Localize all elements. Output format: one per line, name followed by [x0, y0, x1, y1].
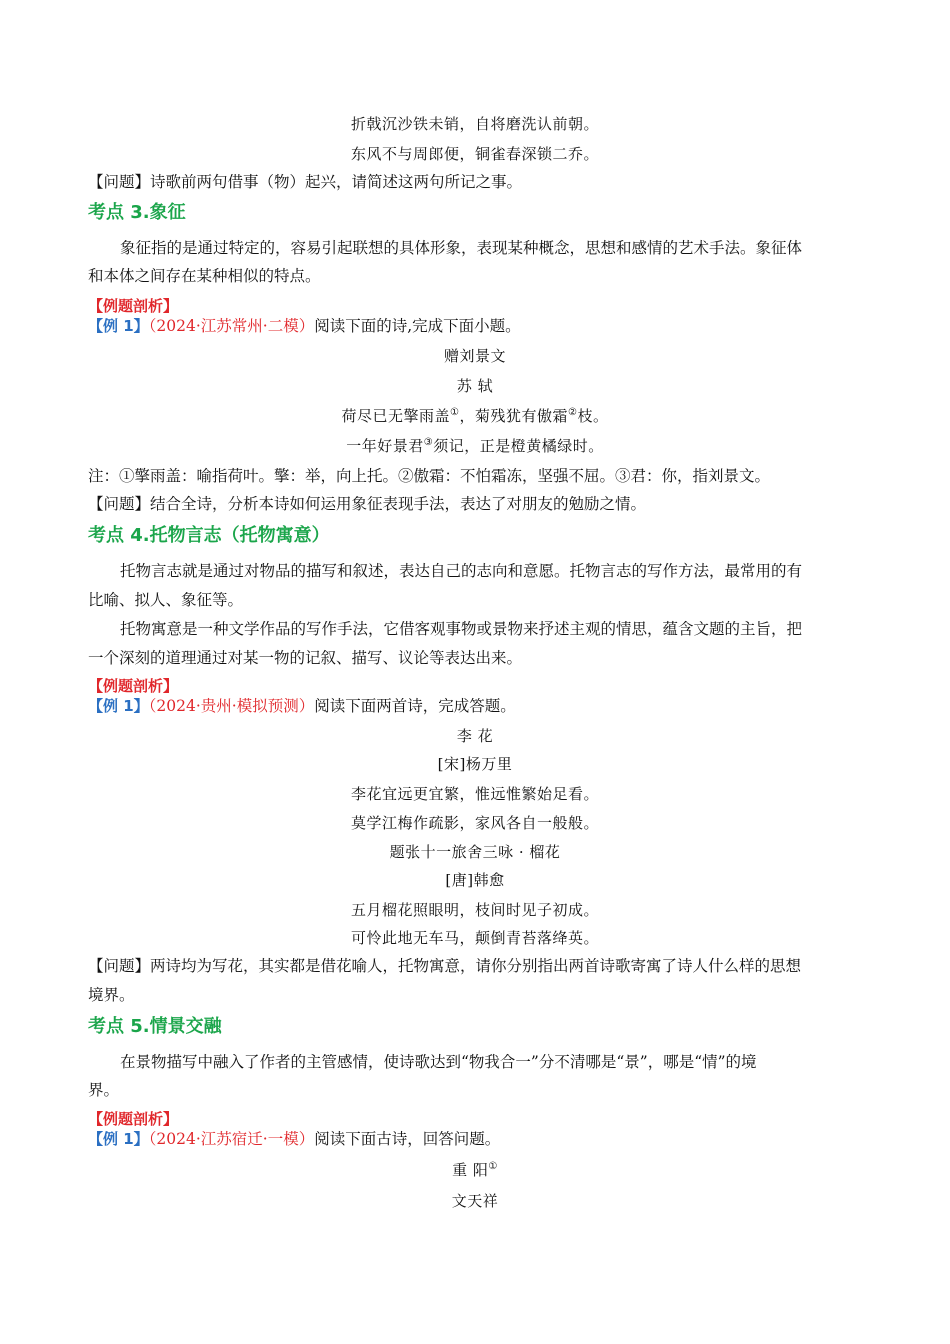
poem-line: [0, 406, 950, 426]
paragraph-line: 象征指的是通过特定的，容易引起联想的具体形象，表现某种概念，思想和感情的艺术手法。象征体: [120, 239, 803, 257]
poem-title-text: 重 阳: [452, 1161, 489, 1179]
poem-text: 荷尽已无擎雨盖: [341, 407, 451, 425]
poem-line: 可怜此地无车马，颠倒青苔落绛英。: [350, 929, 599, 947]
example-line: [88, 316, 521, 336]
poem-line: 东风不与周郎便，铜雀春深锁二乔。: [350, 145, 599, 163]
example-instruction: 阅读下面的诗,完成下面小题。: [314, 317, 521, 335]
poem-author: 文天祥: [451, 1192, 499, 1210]
example-source: （2024·江苏宿迁·一模）: [148, 1130, 315, 1148]
footnote-marker: ②: [568, 407, 578, 418]
footnote-marker: ③: [423, 437, 434, 448]
paragraph-line: 界。: [88, 1081, 120, 1099]
poem-line: 李花宜远更宜繁，惟远惟繁始足看。: [350, 785, 599, 803]
example-number: 【例 1】: [88, 697, 149, 715]
poem-line: 莫学江梅作疏影，家风各自一般般。: [350, 814, 599, 832]
poem-title: 李 花: [456, 727, 494, 745]
poem-text: 须记，正是橙黄橘绿时。: [433, 437, 604, 455]
example-instruction: 阅读下面古诗，回答问题。: [314, 1130, 501, 1148]
question-text: 结合全诗，分析本诗如何运用象征表现手法，表达了对朋友的勉励之情。: [150, 495, 647, 513]
question-line: [88, 956, 801, 976]
poem-text: 枝。: [577, 407, 609, 425]
example-source: （2024·江苏常州·二模）: [148, 317, 315, 335]
question-line: [88, 494, 646, 514]
paragraph-line: 托物寓意是一种文学作品的写作手法，它借客观事物或景物来抒述主观的情思，蕴含文题的主旨，把: [120, 620, 803, 638]
example-analysis-label: 【例题剖析】: [88, 1110, 179, 1128]
example-line: [88, 1129, 500, 1149]
question-line: [88, 172, 522, 192]
example-line: [88, 696, 516, 716]
poem-line: [0, 436, 950, 456]
poem-title: 题张十一旅舍三咏 · 榴花: [389, 843, 561, 861]
paragraph-line: 比喻、拟人、象征等。: [88, 591, 244, 609]
example-source: （2024·贵州·模拟预测）: [148, 697, 315, 715]
footnote-marker: ①: [450, 407, 460, 418]
question-label: 【问题】: [88, 957, 151, 975]
question-label: 【问题】: [88, 173, 151, 191]
section-heading: 考点 4.托物言志（托物寓意）: [88, 525, 330, 546]
footnote: 注：①擎雨盖：喻指荷叶。擎：举，向上托。②傲霜：不怕霜冻，坚强不屈。③君：你，指刘景文。: [88, 467, 771, 485]
poem-text: 一年好景君: [346, 437, 424, 455]
example-analysis-label: 【例题剖析】: [88, 297, 179, 315]
example-instruction: 阅读下面两首诗，完成答题。: [314, 697, 516, 715]
paragraph-line: 一个深刻的道理通过对某一物的记叙、描写、议论等表达出来。: [88, 649, 523, 667]
poem-line: 折戟沉沙铁未销，自将磨洗认前朝。: [350, 115, 599, 133]
question-label: 【问题】: [88, 495, 151, 513]
paragraph-line: 和本体之间存在某种相似的特点。: [88, 267, 321, 285]
poem-title: 赠刘景文: [443, 347, 506, 365]
question-text: 两诗均为写花，其实都是借花喻人，托物寓意，请你分别指出两首诗歌寄寓了诗人什么样的思想: [150, 957, 802, 975]
question-line: 境界。: [88, 986, 135, 1004]
question-text: 诗歌前两句借事（物）起兴，请简述这两句所记之事。: [150, 173, 523, 191]
section-heading: 考点 3.象征: [88, 202, 186, 223]
poem-title: [0, 1160, 950, 1180]
footnote-marker: ①: [488, 1161, 498, 1172]
poem-text: ，菊残犹有傲霜: [459, 407, 568, 425]
paragraph-line: 托物言志就是通过对物品的描写和叙述，表达自己的志向和意愿。托物言志的写作方法，最常用的有: [120, 562, 803, 580]
poem-author: [宋]杨万里: [437, 755, 513, 773]
poem-author: 苏 轼: [456, 377, 494, 395]
example-number: 【例 1】: [88, 1130, 149, 1148]
example-number: 【例 1】: [88, 317, 149, 335]
poem-line: 五月榴花照眼明，枝间时见子初成。: [350, 901, 599, 919]
section-heading: 考点 5.情景交融: [88, 1016, 222, 1037]
example-analysis-label: 【例题剖析】: [88, 677, 179, 695]
paragraph-line: 在景物描写中融入了作者的主管感情，使诗歌达到“物我合一”分不清哪是“景”，哪是“情”的境: [120, 1053, 757, 1071]
poem-author: [唐]韩愈: [445, 871, 505, 889]
